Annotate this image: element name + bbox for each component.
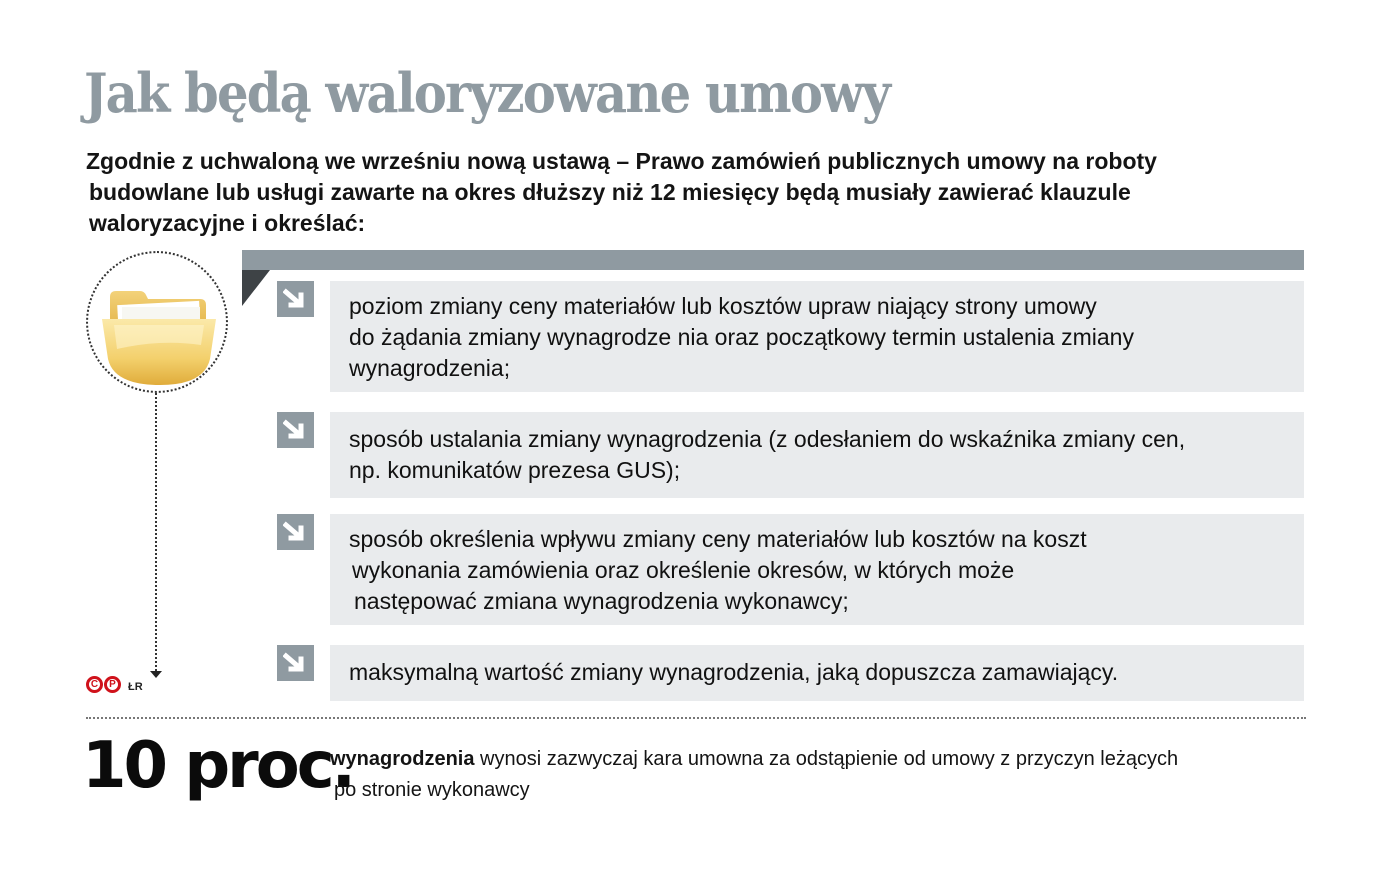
stat-emphasis: wynagrodzenia bbox=[330, 748, 475, 770]
folder-badge bbox=[86, 251, 228, 393]
item-line: sposób ustalania zmiany wynagrodzenia (z odesłaniem do wskaźnika zmiany cen, bbox=[349, 426, 1186, 452]
stat-value: 10 proc. bbox=[82, 729, 353, 803]
dotted-divider bbox=[86, 717, 1306, 719]
item-line: poziom zmiany ceny materiałów lub kosztów upraw niający strony umowy bbox=[349, 293, 1097, 319]
item-line: do żądania zmiany wynagrodze nia oraz początkowy termin ustalenia zmiany bbox=[349, 324, 1134, 350]
copyright-p-icon: P bbox=[104, 676, 121, 693]
list-item bbox=[277, 412, 1304, 498]
list-item-card bbox=[330, 412, 1304, 498]
intro-text bbox=[86, 146, 1286, 239]
stat-text-line2: po stronie wykonawcy bbox=[334, 779, 530, 801]
item-line: np. komunikatów prezesa GUS); bbox=[349, 457, 681, 483]
item-line: wykonania zamówienia oraz określenie okresów, w których może bbox=[352, 557, 1015, 583]
intro-line: waloryzacyjne i określać: bbox=[89, 210, 366, 236]
item-line: wynagrodzenia; bbox=[349, 355, 511, 381]
arrow-down-right-icon bbox=[277, 514, 314, 550]
copyright-c-icon: C bbox=[86, 676, 103, 693]
arrow-down-right-icon bbox=[277, 645, 314, 681]
list-item bbox=[277, 645, 1304, 701]
list-item bbox=[277, 281, 1304, 392]
arrow-down-right-icon bbox=[277, 412, 314, 448]
page-title: Jak będą waloryzowane umowy bbox=[84, 61, 890, 125]
item-line: maksymalną wartość zmiany wynagrodzenia, jaką dopuszcza zamawiający. bbox=[349, 659, 1119, 685]
credit-logo bbox=[86, 676, 143, 693]
list-item-card bbox=[330, 281, 1304, 392]
item-line: sposób określenia wpływu zmiany ceny materiałów lub kosztów na koszt bbox=[349, 526, 1087, 552]
author-initials: ŁR bbox=[128, 680, 143, 693]
list-item-card bbox=[330, 514, 1304, 625]
header-bar bbox=[242, 250, 1304, 270]
list-item bbox=[277, 514, 1304, 625]
intro-line: Zgodnie z uchwaloną we wrześniu nową ustawą – Prawo zamówień publicznych umowy na roboty bbox=[86, 148, 1157, 174]
item-line: następować zmiana wynagrodzenia wykonawcy; bbox=[354, 588, 849, 614]
stat-text: wynosi zazwyczaj kara umowna za odstąpienie od umowy z przyczyn leżących bbox=[474, 748, 1179, 770]
corner-fold bbox=[242, 270, 270, 306]
stat-description bbox=[330, 744, 1320, 806]
dotted-connector bbox=[155, 393, 157, 675]
intro-line: budowlane lub usługi zawarte na okres dłuższy niż 12 miesięcy będą musiały zawierać klauzule bbox=[89, 179, 1131, 205]
list-item-card bbox=[330, 645, 1304, 701]
arrow-down-right-icon bbox=[277, 281, 314, 317]
folder-icon bbox=[100, 289, 218, 387]
connector-arrow-icon bbox=[150, 671, 162, 678]
